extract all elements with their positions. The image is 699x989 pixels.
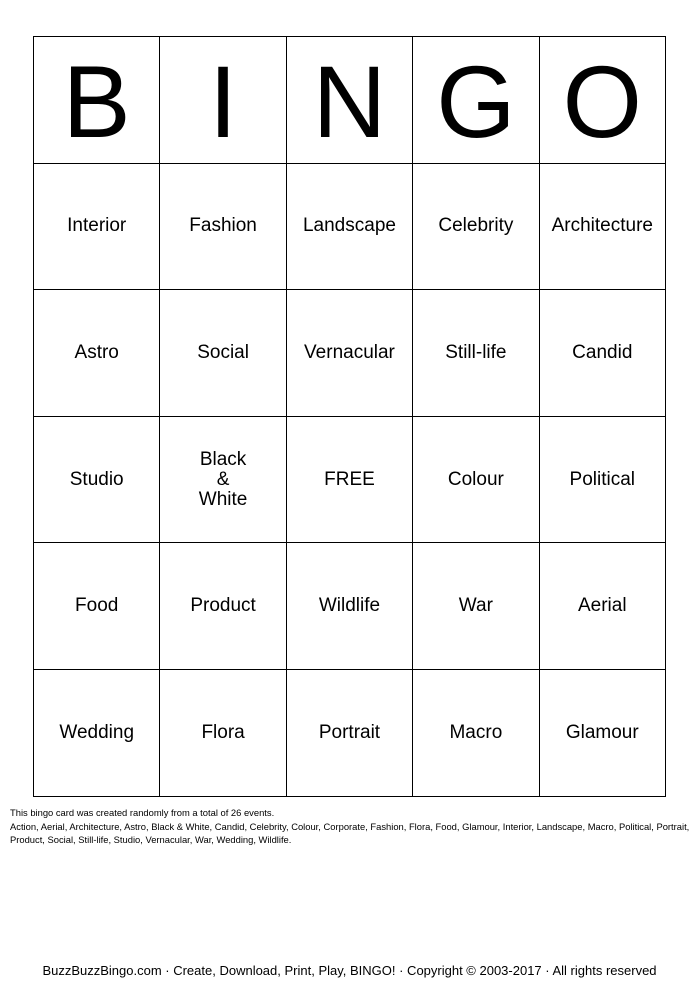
bingo-cell: Political	[539, 416, 665, 543]
bingo-cell: Studio	[34, 416, 160, 543]
bingo-cell: Celebrity	[413, 163, 539, 290]
bingo-cell: Product	[160, 543, 286, 670]
bingo-cell: Wildlife	[286, 543, 412, 670]
bingo-cell: Flora	[160, 669, 286, 796]
bingo-cell: Vernacular	[286, 290, 412, 417]
bingo-header-letter-g: G	[413, 37, 539, 164]
bingo-header-row	[34, 37, 666, 164]
bingo-cell: Colour	[413, 416, 539, 543]
bingo-cell: Interior	[34, 163, 160, 290]
card-footnote	[10, 806, 690, 847]
bingo-cell: Still-life	[413, 290, 539, 417]
bingo-row-4	[34, 543, 666, 670]
bingo-cell: Wedding	[34, 669, 160, 796]
bingo-row-3	[34, 416, 666, 543]
bingo-cell: Black & White	[160, 416, 286, 543]
bingo-header-letter-n: N	[286, 37, 412, 164]
bingo-row-5	[34, 669, 666, 796]
bingo-cell: Social	[160, 290, 286, 417]
bingo-row-2	[34, 290, 666, 417]
bingo-cell: War	[413, 543, 539, 670]
footnote-summary: This bingo card was created randomly from a total of 26 events.	[10, 807, 275, 818]
bingo-header-letter-b: B	[34, 37, 160, 164]
bingo-cell: Glamour	[539, 669, 665, 796]
bingo-cell: Astro	[34, 290, 160, 417]
site-footer: BuzzBuzzBingo.com · Create, Download, Print, Play, BINGO! · Copyright © 2003-2017 · All rights reserved	[42, 963, 657, 978]
bingo-cell: Food	[34, 543, 160, 670]
bingo-header-letter-o: O	[539, 37, 665, 164]
bingo-cell: Aerial	[539, 543, 665, 670]
bingo-header-letter-i: I	[160, 37, 286, 164]
bingo-cell: Landscape	[286, 163, 412, 290]
bingo-row-1	[34, 163, 666, 290]
bingo-cell: Fashion	[160, 163, 286, 290]
bingo-cell: Portrait	[286, 669, 412, 796]
bingo-cell: Architecture	[539, 163, 665, 290]
bingo-cell: Macro	[413, 669, 539, 796]
bingo-cell: Candid	[539, 290, 665, 417]
footnote-event-list: Action, Aerial, Architecture, Astro, Black & White, Candid, Celebrity, Colour, Corporate, Fashion, Flora, Food, Glamour, Interior, Landscape, Macro, Political, Portrait, Product, Social, Still-life, Studio, Vernacular, War, Wedding, Wildlife.	[10, 820, 690, 845]
bingo-free-cell: FREE	[286, 416, 412, 543]
bingo-card	[33, 36, 666, 797]
